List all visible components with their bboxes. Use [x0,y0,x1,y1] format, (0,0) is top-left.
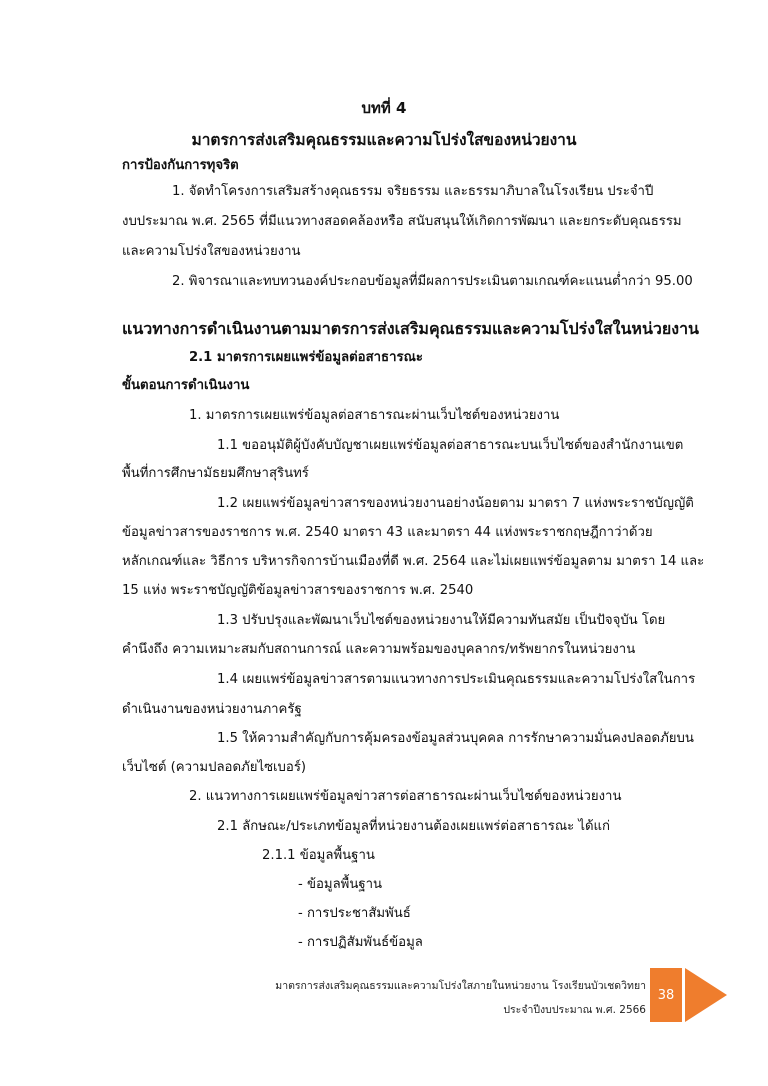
list-item: 2. แนวทางการเผยแพร่ข้อมูลข่าวสารต่อสาธารณะผ่านเว็บไซต์ของหน่วยงาน [189,789,622,804]
list-item: 2.1.1 ข้อมูลพื้นฐาน [262,848,375,863]
paragraph-line: หลักเกณฑ์และ วิธีการ บริหารกิจการบ้านเมืองที่ดี พ.ศ. 2564 และไม่เผยแพร่ข้อมูลตาม มาตรา 14 และ [122,554,705,569]
paragraph-line: ดำเนินงานของหน่วยงานภาครัฐ [122,702,302,717]
footer-line: ประจำปีงบประมาณ พ.ศ. 2566 [503,1004,646,1016]
footer-line: มาตรการส่งเสริมคุณธรรมและความโปร่งใสภายในหน่วยงาน โรงเรียนบัวเชดวิทยา [275,980,646,992]
page-arrow-icon [685,968,727,1022]
paragraph-line: 15 แห่ง พระราชบัญญัติข้อมูลข่าวสารของราชการ พ.ศ. 2540 [122,583,474,598]
page-title: มาตรการส่งเสริมคุณธรรมและความโปร่งใสของหน่วยงาน [191,131,577,149]
paragraph-line: พื้นที่การศึกษามัธยมศึกษาสุรินทร์ [122,466,309,481]
bullet-item: - ข้อมูลพื้นฐาน [298,877,383,892]
list-item: 1.3 ปรับปรุงและพัฒนาเว็บไซต์ของหน่วยงานให้มีความทันสมัย เป็นปัจจุบัน โดย [217,613,666,628]
paragraph-line: เว็บไซต์ (ความปลอดภัยไซเบอร์) [122,760,307,775]
list-item: 1. มาตรการเผยแพร่ข้อมูลต่อสาธารณะผ่านเว็บไซต์ของหน่วยงาน [189,408,560,423]
list-item: 1.5 ให้ความสำคัญกับการคุ้มครองข้อมูลส่วนบุคคล การรักษาความมั่นคงปลอดภัยบน [217,731,694,746]
page-number: 38 [650,968,682,1022]
paragraph-line: และความโปร่งใสของหน่วยงาน [122,244,301,259]
list-item: 1.1 ขออนุมัติผู้บังคับบัญชาเผยแพร่ข้อมูลต่อสาธารณะบนเว็บไซต์ของสำนักงานเขต [217,438,684,453]
list-item: 1.4 เผยแพร่ข้อมูลข่าวสารตามแนวทางการประเมินคุณธรรมและความโปร่งใสในการ [217,672,696,687]
paragraph-line: ข้อมูลข่าวสารของราชการ พ.ศ. 2540 มาตรา 43 และมาตรา 44 แห่งพระราชกฤษฎีกาว่าด้วย [122,525,653,540]
paragraph-line: คำนึงถึง ความเหมาะสมกับสถานการณ์ และความพร้อมของบุคลากร/ทรัพยากรในหน่วยงาน [122,642,636,657]
chapter-title: บทที่ 4 [361,99,407,117]
sub-heading: 2.1 มาตรการเผยแพร่ข้อมูลต่อสาธารณะ [189,350,423,365]
steps-heading: ขั้นตอนการดำเนินงาน [122,378,250,393]
section-heading-corruption-prevention: การป้องกันการทุจริต [122,158,239,173]
list-item: 2.1 ลักษณะ/ประเภทข้อมูลที่หน่วยงานต้องเผยแพร่ต่อสาธารณะ ได้แก่ [217,819,611,834]
paragraph-line: 1. จัดทำโครงการเสริมสร้างคุณธรรม จริยธรรม และธรรมาภิบาลในโรงเรียน ประจำปี [172,184,654,199]
paragraph-line: 2. พิจารณาและทบทวนองค์ประกอบข้อมูลที่มีผลการประเมินตามเกณฑ์คะแนนต่ำกว่า 95.00 [172,274,693,289]
list-item: 1.2 เผยแพร่ข้อมูลข่าวสารของหน่วยงานอย่างน้อยตาม มาตรา 7 แห่งพระราชบัญญัติ [217,496,694,511]
bullet-item: - การปฏิสัมพันธ์ข้อมูล [298,935,423,950]
bullet-item: - การประชาสัมพันธ์ [298,906,411,921]
section-heading-guideline: แนวทางการดำเนินงานตามมาตรการส่งเสริมคุณธรรมและความโปร่งใสในหน่วยงาน [122,319,699,338]
paragraph-line: งบประมาณ พ.ศ. 2565 ที่มีแนวทางสอดคล้องหรือ สนับสนุนให้เกิดการพัฒนา และยกระดับคุณธรรม [122,214,682,229]
